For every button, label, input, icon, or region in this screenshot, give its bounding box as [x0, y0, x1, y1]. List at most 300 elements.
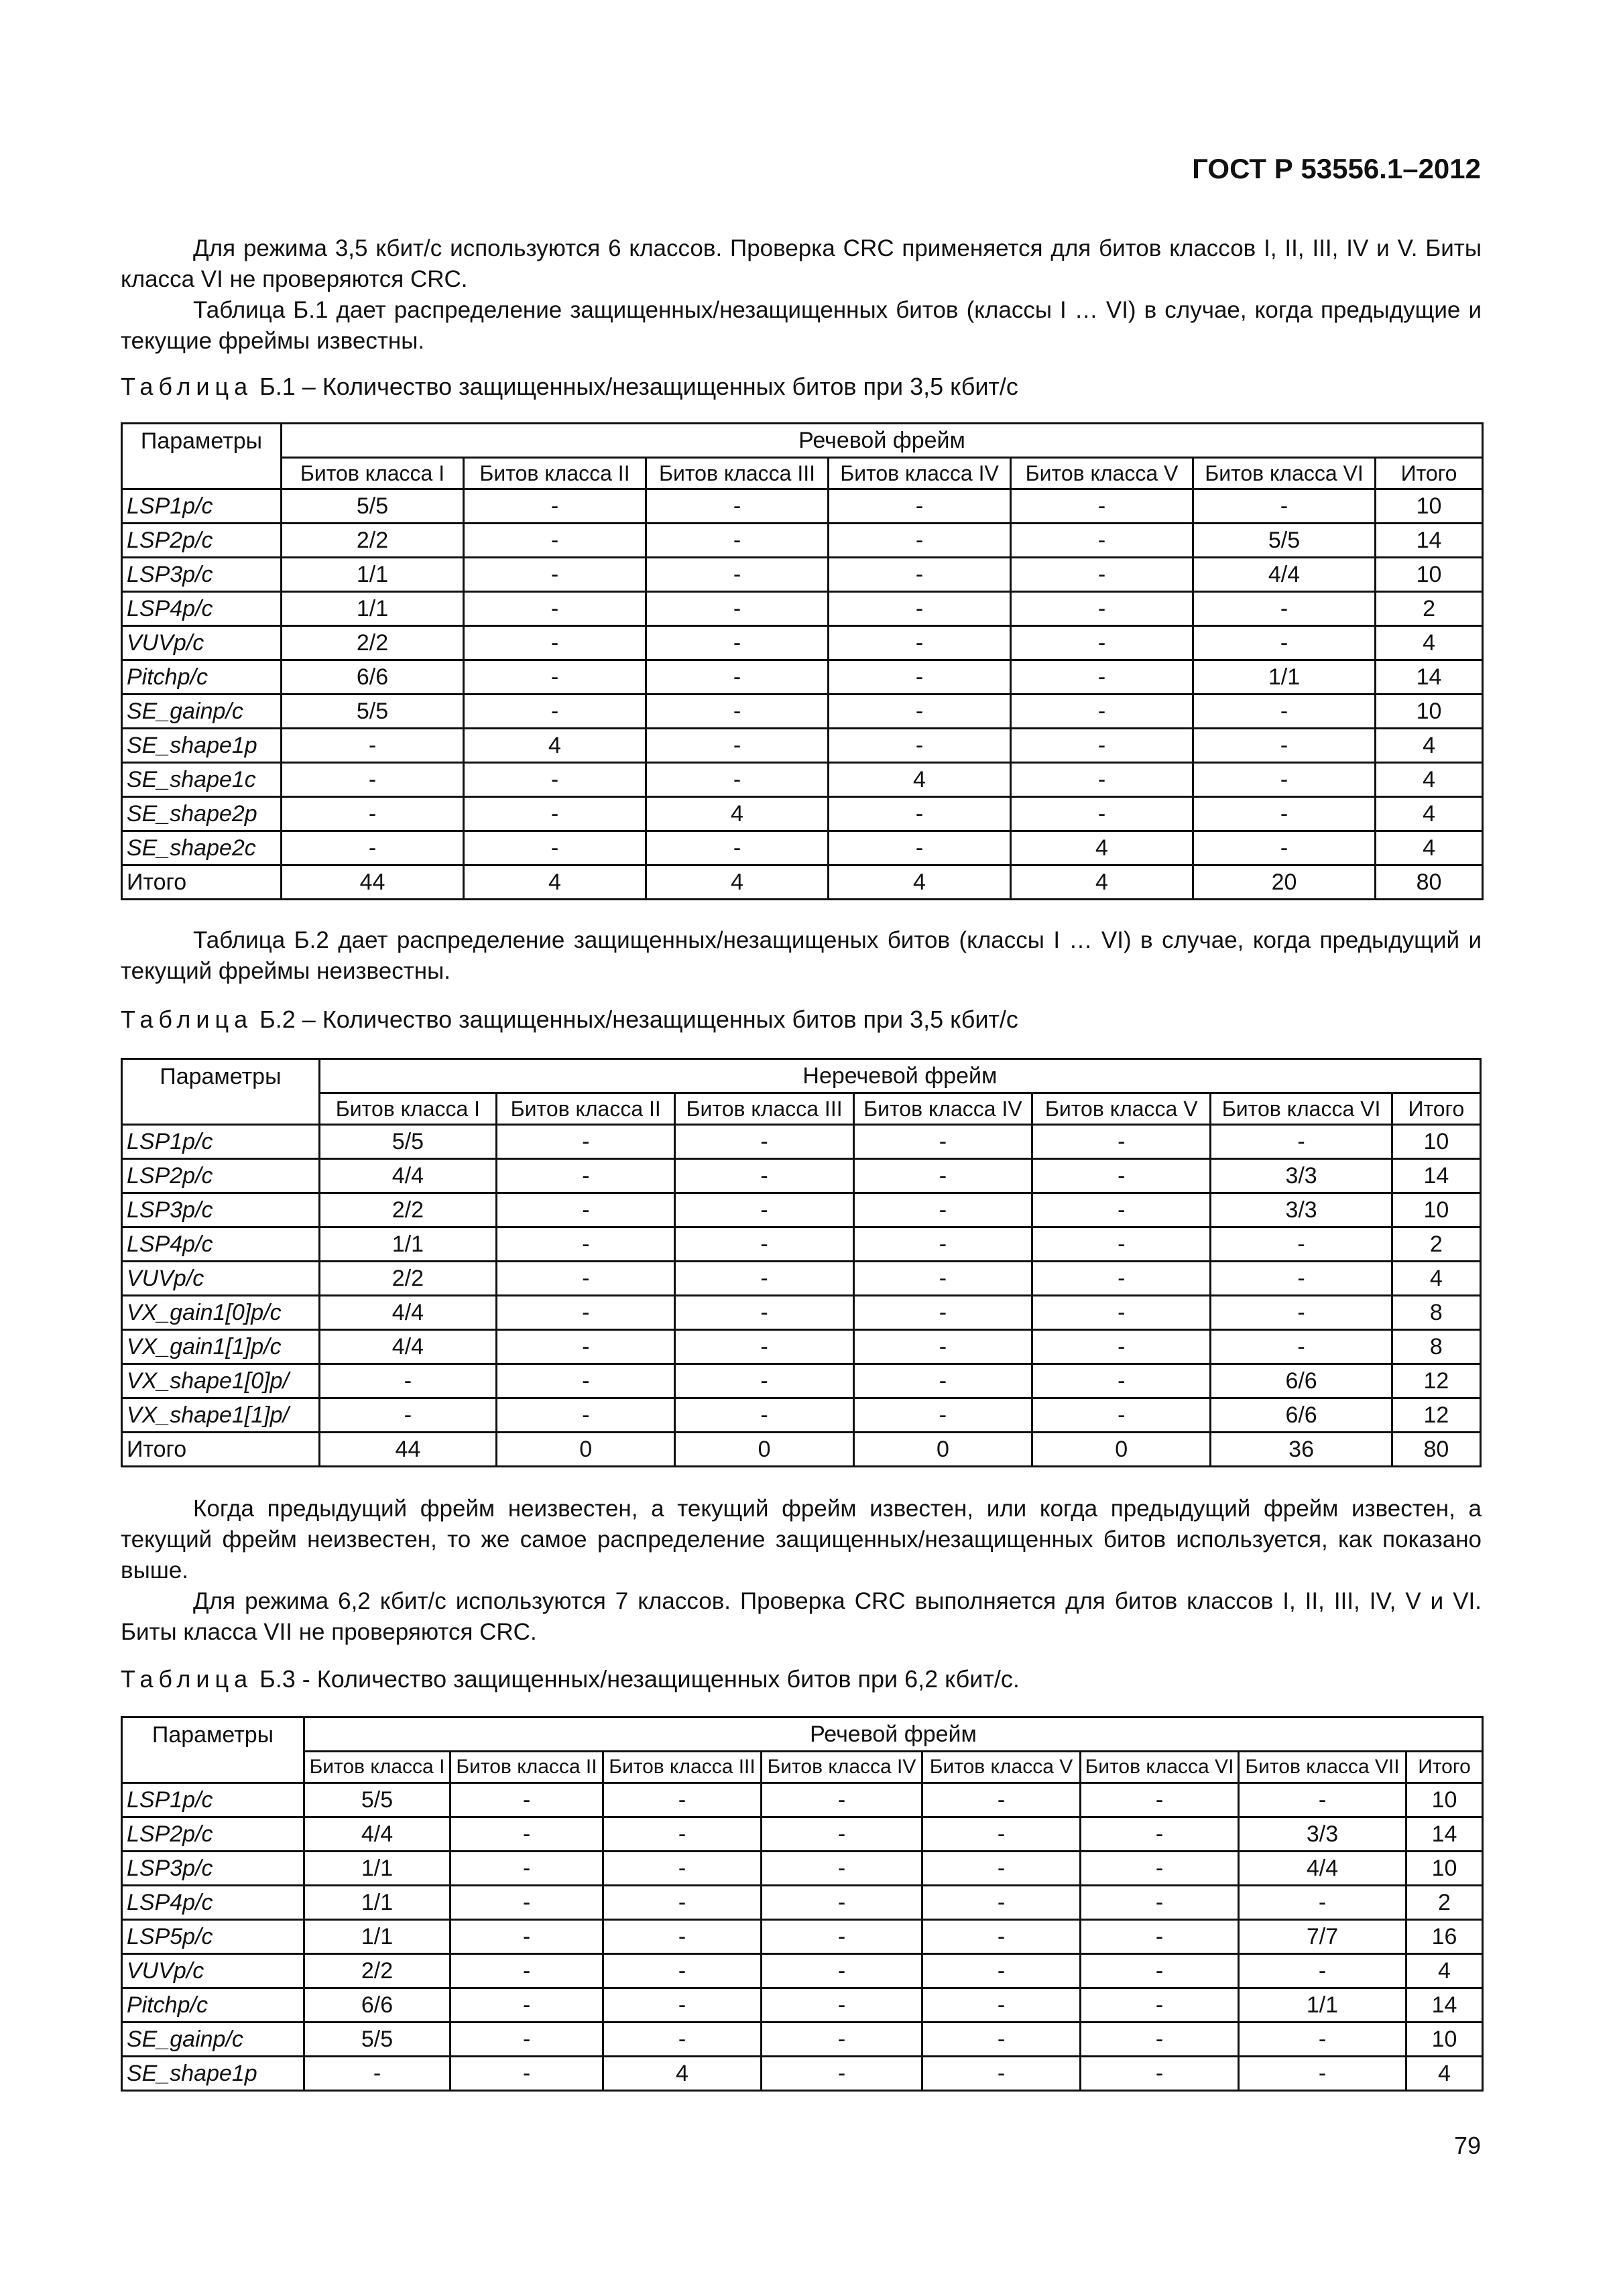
table-cell: -	[762, 2022, 922, 2057]
table-row	[122, 660, 1483, 694]
table-2-caption-text: Б.2 – Количество защищенных/незащищенных битов при 3,5 кбит/с	[253, 1006, 1018, 1033]
table-cell: -	[922, 1852, 1081, 1886]
table-cell: 4/4	[319, 1330, 496, 1364]
table-cell: -	[829, 592, 1011, 626]
table-cell: 0	[675, 1433, 853, 1467]
paragraph-4-text: Когда предыдущий фрейм неизвестен, а текущий фрейм известен, или когда предыдущий фрейм известен, а текущий фрейм неизвестен, то же самое распределение защищенных/незащищенных битов используется, как показано выше.	[121, 1496, 1482, 1583]
table-cell: 4	[603, 2057, 762, 2091]
parameter-cell: LSP2p/c	[122, 1817, 304, 1852]
table-cell: -	[675, 1125, 853, 1159]
parameter-cell: VX_shape1[0]p/	[122, 1364, 320, 1398]
table-cell: 10	[1376, 694, 1483, 729]
table-cell: -	[922, 1783, 1081, 1817]
table-row	[122, 2057, 1483, 2091]
table-cell: 3/3	[1211, 1193, 1392, 1227]
table-row	[122, 1852, 1483, 1886]
frame-group-header: Речевой фрейм	[304, 1717, 1483, 1752]
table-cell: -	[762, 1817, 922, 1852]
table-cell: -	[1193, 797, 1376, 831]
column-header: Битов класса V	[922, 1752, 1081, 1783]
table-cell: 4	[829, 865, 1011, 900]
table-cell: 0	[1032, 1433, 1211, 1467]
parameter-cell: LSP4p/c	[122, 592, 282, 626]
table-cell: -	[675, 1193, 853, 1227]
table-cell: 10	[1406, 2022, 1483, 2057]
table-cell: -	[464, 489, 646, 524]
table-cell: -	[829, 729, 1011, 763]
table-cell: -	[646, 729, 829, 763]
table-cell: -	[1211, 1296, 1392, 1330]
paragraph-5	[121, 1586, 1482, 1648]
table-cell: 6/6	[304, 1988, 450, 2022]
table-cell: -	[1193, 763, 1376, 797]
table-cell: 44	[282, 865, 464, 900]
table-header-row	[122, 424, 1483, 458]
parameter-cell: Итого	[122, 865, 282, 900]
column-header: Битов класса III	[603, 1752, 762, 1783]
table-cell: 7/7	[1239, 1920, 1406, 1954]
table-cell: -	[1032, 1125, 1211, 1159]
column-header: Итого	[1376, 458, 1483, 489]
table-row	[122, 729, 1483, 763]
table-cell: -	[646, 489, 829, 524]
parameter-cell: VX_gain1[0]p/c	[122, 1296, 320, 1330]
table-row	[122, 1988, 1483, 2022]
table-row	[122, 1125, 1481, 1159]
table-cell: -	[922, 1954, 1081, 1988]
table-cell: 0	[497, 1433, 675, 1467]
table-cell: -	[1081, 1783, 1239, 1817]
table-cell: -	[1193, 694, 1376, 729]
table-cell: 10	[1406, 1852, 1483, 1886]
parameter-cell: LSP1p/c	[122, 1125, 320, 1159]
table-cell: 20	[1193, 865, 1376, 900]
table-cell: 4/4	[319, 1159, 496, 1193]
table-cell: -	[464, 592, 646, 626]
parameter-cell: LSP2p/c	[122, 1159, 320, 1193]
table-cell: -	[603, 1817, 762, 1852]
table-cell: -	[762, 2057, 922, 2091]
table-cell: -	[319, 1398, 496, 1433]
table-1-caption-label: Таблица	[121, 373, 253, 400]
table-cell: 4	[1376, 831, 1483, 865]
table-row	[122, 694, 1483, 729]
table-cell: -	[464, 831, 646, 865]
table-cell: -	[1032, 1193, 1211, 1227]
parameter-cell: VUVp/c	[122, 1262, 320, 1296]
column-header: Битов класса VI	[1211, 1093, 1392, 1125]
table-cell: 3/3	[1239, 1817, 1406, 1852]
table-cell: -	[646, 694, 829, 729]
table-cell: -	[464, 694, 646, 729]
table-row	[122, 1227, 1481, 1262]
table-cell: 4/4	[319, 1296, 496, 1330]
table-cell: 1/1	[1193, 660, 1376, 694]
table-cell: 8	[1392, 1330, 1480, 1364]
table-cell: -	[464, 763, 646, 797]
table-row	[122, 2022, 1483, 2057]
table-cell: -	[853, 1262, 1032, 1296]
table-cell: -	[282, 763, 464, 797]
table-row	[122, 1193, 1481, 1227]
parameter-cell: SE_gainp/c	[122, 2022, 304, 2057]
table-cell: 1/1	[304, 1920, 450, 1954]
table-cell: 4	[829, 763, 1011, 797]
table-cell: -	[450, 1852, 603, 1886]
table-row	[122, 865, 1483, 900]
table-cell: 2/2	[282, 626, 464, 660]
table-cell: -	[1239, 1954, 1406, 1988]
table-cell: 4	[464, 729, 646, 763]
table-cell: 2/2	[304, 1954, 450, 1988]
table-cell: 4	[464, 865, 646, 900]
parameter-cell: LSP5p/c	[122, 1920, 304, 1954]
table-cell: -	[464, 797, 646, 831]
table-cell: -	[497, 1398, 675, 1433]
column-header: Битов класса II	[497, 1093, 675, 1125]
table-cell: 4	[1376, 763, 1483, 797]
table-cell: -	[762, 1783, 922, 1817]
table-cell: -	[829, 524, 1011, 558]
parameter-cell: SE_gainp/c	[122, 694, 282, 729]
table-cell: -	[603, 2022, 762, 2057]
column-header: Битов класса I	[282, 458, 464, 489]
table-cell: -	[922, 1920, 1081, 1954]
paragraph-3	[121, 925, 1482, 987]
table-cell: -	[497, 1125, 675, 1159]
table-cell: -	[1032, 1398, 1211, 1433]
table-cell: -	[450, 1886, 603, 1920]
table-cell: -	[1011, 763, 1193, 797]
table-cell: -	[922, 1988, 1081, 2022]
table-cell: 2/2	[282, 524, 464, 558]
table-cell: 80	[1392, 1433, 1480, 1467]
table-cell: -	[829, 831, 1011, 865]
table-cell: -	[922, 1886, 1081, 1920]
table-cell: -	[464, 558, 646, 592]
table-cell: -	[1211, 1330, 1392, 1364]
table-cell: -	[646, 524, 829, 558]
table-cell: -	[464, 626, 646, 660]
table-cell: 10	[1392, 1193, 1480, 1227]
table-cell: -	[675, 1398, 853, 1433]
paragraph-3-text: Таблица Б.2 дает распределение защищенных/незащищеных битов (классы I … VI) в случае, когда предыдущий и текущий фреймы неизвестны.	[121, 927, 1482, 984]
table-cell: -	[1239, 2057, 1406, 2091]
table-cell: 5/5	[304, 1783, 450, 1817]
parameter-cell: LSP2p/c	[122, 524, 282, 558]
column-header: Битов класса I	[304, 1752, 450, 1783]
table-cell: -	[646, 592, 829, 626]
parameter-cell: LSP1p/c	[122, 1783, 304, 1817]
table-cell: -	[1011, 694, 1193, 729]
table-cell: -	[450, 1920, 603, 1954]
column-header: Битов класса I	[319, 1093, 496, 1125]
table-row	[122, 1783, 1483, 1817]
table-cell: 14	[1406, 1817, 1483, 1852]
table-cell: -	[497, 1364, 675, 1398]
table-cell: -	[282, 797, 464, 831]
table-cell: -	[853, 1125, 1032, 1159]
table-cell: 14	[1376, 660, 1483, 694]
table-cell: -	[1032, 1262, 1211, 1296]
table-cell: 1/1	[282, 558, 464, 592]
parameter-cell: LSP3p/c	[122, 1852, 304, 1886]
table-subheader-row	[122, 458, 1483, 489]
table-cell: -	[450, 1817, 603, 1852]
table-cell: 4	[1011, 831, 1193, 865]
table-cell: 4/4	[1239, 1852, 1406, 1886]
parameter-cell: SE_shape2c	[122, 831, 282, 865]
table-subheader-row	[122, 1093, 1481, 1125]
table-cell: -	[829, 626, 1011, 660]
table-cell: -	[1032, 1159, 1211, 1193]
table-cell: -	[450, 2022, 603, 2057]
parameter-cell: LSP4p/c	[122, 1886, 304, 1920]
table-cell: -	[675, 1296, 853, 1330]
table-cell: 5/5	[282, 694, 464, 729]
table-cell: -	[1032, 1364, 1211, 1398]
table-2-caption-label: Таблица	[121, 1006, 253, 1033]
table-cell: -	[646, 660, 829, 694]
table-cell: -	[1193, 626, 1376, 660]
table-row	[122, 489, 1483, 524]
table-cell: -	[319, 1364, 496, 1398]
table-cell: 3/3	[1211, 1159, 1392, 1193]
table-cell: -	[853, 1330, 1032, 1364]
table-cell: 36	[1211, 1433, 1392, 1467]
parameter-cell: Итого	[122, 1433, 320, 1467]
table-cell: -	[603, 1954, 762, 1988]
standard-header: ГОСТ Р 53556.1–2012	[1192, 153, 1481, 184]
table-cell: -	[646, 831, 829, 865]
table-3-caption-text: Б.3 - Количество защищенных/незащищенных битов при 6,2 кбит/с.	[253, 1665, 1020, 1693]
table-row	[122, 626, 1483, 660]
table-cell: 5/5	[304, 2022, 450, 2057]
table-cell: -	[1011, 729, 1193, 763]
table-cell: -	[1081, 1886, 1239, 1920]
table-cell: 10	[1376, 558, 1483, 592]
table-cell: -	[1011, 558, 1193, 592]
table-cell: -	[497, 1330, 675, 1364]
table-cell: -	[762, 1886, 922, 1920]
table-cell: -	[497, 1159, 675, 1193]
table-cell: -	[1193, 831, 1376, 865]
column-header: Битов класса III	[675, 1093, 853, 1125]
page-number: 79	[1453, 2132, 1481, 2159]
table-cell: -	[853, 1193, 1032, 1227]
table-cell: 4	[1011, 865, 1193, 900]
table-cell: -	[1032, 1296, 1211, 1330]
table-cell: 2	[1376, 592, 1483, 626]
column-header: Битов класса VII	[1239, 1752, 1406, 1783]
table-cell: -	[603, 1852, 762, 1886]
table-row	[122, 763, 1483, 797]
table-cell: -	[603, 1920, 762, 1954]
table-cell: -	[497, 1227, 675, 1262]
table-cell: -	[282, 831, 464, 865]
frame-group-header: Речевой фрейм	[282, 424, 1483, 458]
table-cell: -	[603, 1988, 762, 2022]
table-row	[122, 1330, 1481, 1364]
table-1-caption-text: Б.1 – Количество защищенных/незащищенных битов при 3,5 кбит/с	[253, 373, 1018, 400]
table-cell: 2	[1392, 1227, 1480, 1262]
table-1	[121, 422, 1484, 900]
table-cell: 1/1	[319, 1227, 496, 1262]
table-cell: -	[1239, 1886, 1406, 1920]
table-cell: -	[853, 1364, 1032, 1398]
table-cell: 5/5	[1193, 524, 1376, 558]
table-cell: 5/5	[319, 1125, 496, 1159]
table-row	[122, 1364, 1481, 1398]
table-cell: -	[762, 1988, 922, 2022]
table-cell: 4	[1392, 1262, 1480, 1296]
table-row	[122, 1159, 1481, 1193]
table-cell: -	[829, 558, 1011, 592]
parameter-cell: Pitchp/c	[122, 660, 282, 694]
column-header: Битов класса IV	[829, 458, 1011, 489]
table-row	[122, 1398, 1481, 1433]
table-cell: 10	[1392, 1125, 1480, 1159]
frame-group-header: Неречевой фрейм	[319, 1059, 1480, 1093]
table-cell: -	[1032, 1330, 1211, 1364]
table-row	[122, 524, 1483, 558]
table-cell: 16	[1406, 1920, 1483, 1954]
table-cell: -	[497, 1262, 675, 1296]
table-cell: 0	[853, 1433, 1032, 1467]
table-cell: -	[1011, 660, 1193, 694]
table-row	[122, 1817, 1483, 1852]
column-header: Битов класса V	[1011, 458, 1193, 489]
paragraph-5-text: Для режима 6,2 кбит/с используются 7 классов. Проверка CRC выполняется для битов классов I, II, III, IV, V и VI. Биты класса VII не проверяются CRC.	[121, 1588, 1482, 1645]
table-header-row	[122, 1717, 1483, 1752]
table-cell: -	[497, 1296, 675, 1330]
table-cell: 6/6	[282, 660, 464, 694]
table-3-caption-label: Таблица	[121, 1665, 253, 1693]
parameters-header: Параметры	[122, 1059, 320, 1125]
table-cell: 14	[1376, 524, 1483, 558]
parameter-cell: LSP4p/c	[122, 1227, 320, 1262]
parameter-cell: LSP3p/c	[122, 1193, 320, 1227]
table-cell: 80	[1376, 865, 1483, 900]
table-cell: -	[1081, 1920, 1239, 1954]
table-cell: -	[829, 797, 1011, 831]
table-cell: -	[646, 763, 829, 797]
table-row	[122, 592, 1483, 626]
table-subheader-row	[122, 1752, 1483, 1783]
table-cell: 4	[1406, 2057, 1483, 2091]
paragraph-1-text: Для режима 3,5 кбит/с используются 6 классов. Проверка CRC применяется для битов классов I, II, III, IV и V. Биты класса VI не проверяются CRC.	[121, 235, 1482, 292]
paragraph-4	[121, 1494, 1482, 1586]
parameter-cell: SE_shape2p	[122, 797, 282, 831]
table-cell: -	[1239, 1783, 1406, 1817]
table-cell: -	[1081, 2022, 1239, 2057]
table-cell: -	[1193, 489, 1376, 524]
table-cell: 44	[319, 1433, 496, 1467]
table-cell: -	[646, 626, 829, 660]
table-cell: -	[1081, 1817, 1239, 1852]
table-cell: -	[1239, 2022, 1406, 2057]
column-header: Битов класса IV	[762, 1752, 922, 1783]
table-cell: -	[1081, 1988, 1239, 2022]
table-cell: -	[762, 1852, 922, 1886]
table-cell: 6/6	[1211, 1398, 1392, 1433]
table-header-row	[122, 1059, 1481, 1093]
table-cell: -	[853, 1227, 1032, 1262]
table-cell: 4	[646, 865, 829, 900]
table-cell: 10	[1376, 489, 1483, 524]
table-cell: -	[464, 524, 646, 558]
parameter-cell: VUVp/c	[122, 1954, 304, 1988]
table-2-caption	[121, 1006, 1018, 1034]
table-cell: -	[1011, 592, 1193, 626]
column-header: Битов класса IV	[853, 1093, 1032, 1125]
table-cell: -	[603, 1783, 762, 1817]
table-cell: 4	[1376, 797, 1483, 831]
table-cell: -	[675, 1262, 853, 1296]
table-cell: 14	[1392, 1159, 1480, 1193]
table-cell: 1/1	[304, 1852, 450, 1886]
table-cell: -	[1081, 1954, 1239, 1988]
table-cell: -	[450, 1954, 603, 1988]
table-cell: 5/5	[282, 489, 464, 524]
table-cell: -	[1011, 524, 1193, 558]
table-cell: -	[1011, 797, 1193, 831]
table-cell: -	[1211, 1262, 1392, 1296]
column-header: Итого	[1392, 1093, 1480, 1125]
parameter-cell: VX_shape1[1]p/	[122, 1398, 320, 1433]
table-cell: -	[829, 489, 1011, 524]
parameters-header: Параметры	[122, 424, 282, 489]
table-3-caption	[121, 1665, 1020, 1693]
table-cell: -	[922, 2022, 1081, 2057]
column-header: Битов класса II	[450, 1752, 603, 1783]
table-row	[122, 1296, 1481, 1330]
table-cell: 2/2	[319, 1193, 496, 1227]
paragraph-2	[121, 295, 1482, 357]
column-header: Битов класса VI	[1193, 458, 1376, 489]
table-row	[122, 797, 1483, 831]
table-cell: -	[464, 660, 646, 694]
table-cell: -	[675, 1364, 853, 1398]
table-cell: 6/6	[1211, 1364, 1392, 1398]
column-header: Битов класса III	[646, 458, 829, 489]
table-cell: -	[675, 1227, 853, 1262]
table-row	[122, 1433, 1481, 1467]
table-row	[122, 1954, 1483, 1988]
table-cell: 2	[1406, 1886, 1483, 1920]
table-cell: 4/4	[304, 1817, 450, 1852]
table-cell: -	[762, 1920, 922, 1954]
table-cell: -	[829, 660, 1011, 694]
table-cell: -	[1081, 2057, 1239, 2091]
table-2	[121, 1058, 1482, 1467]
table-cell: -	[1211, 1227, 1392, 1262]
table-cell: 8	[1392, 1296, 1480, 1330]
parameter-cell: VUVp/c	[122, 626, 282, 660]
table-cell: -	[853, 1159, 1032, 1193]
table-cell: -	[853, 1398, 1032, 1433]
table-cell: -	[282, 729, 464, 763]
parameter-cell: SE_shape1p	[122, 729, 282, 763]
table-cell: -	[646, 558, 829, 592]
table-cell: 4/4	[1193, 558, 1376, 592]
table-cell: 4	[1406, 1954, 1483, 1988]
parameter-cell: LSP1p/c	[122, 489, 282, 524]
table-cell: 10	[1406, 1783, 1483, 1817]
table-cell: -	[829, 694, 1011, 729]
table-cell: 1/1	[304, 1886, 450, 1920]
table-cell: -	[1081, 1852, 1239, 1886]
